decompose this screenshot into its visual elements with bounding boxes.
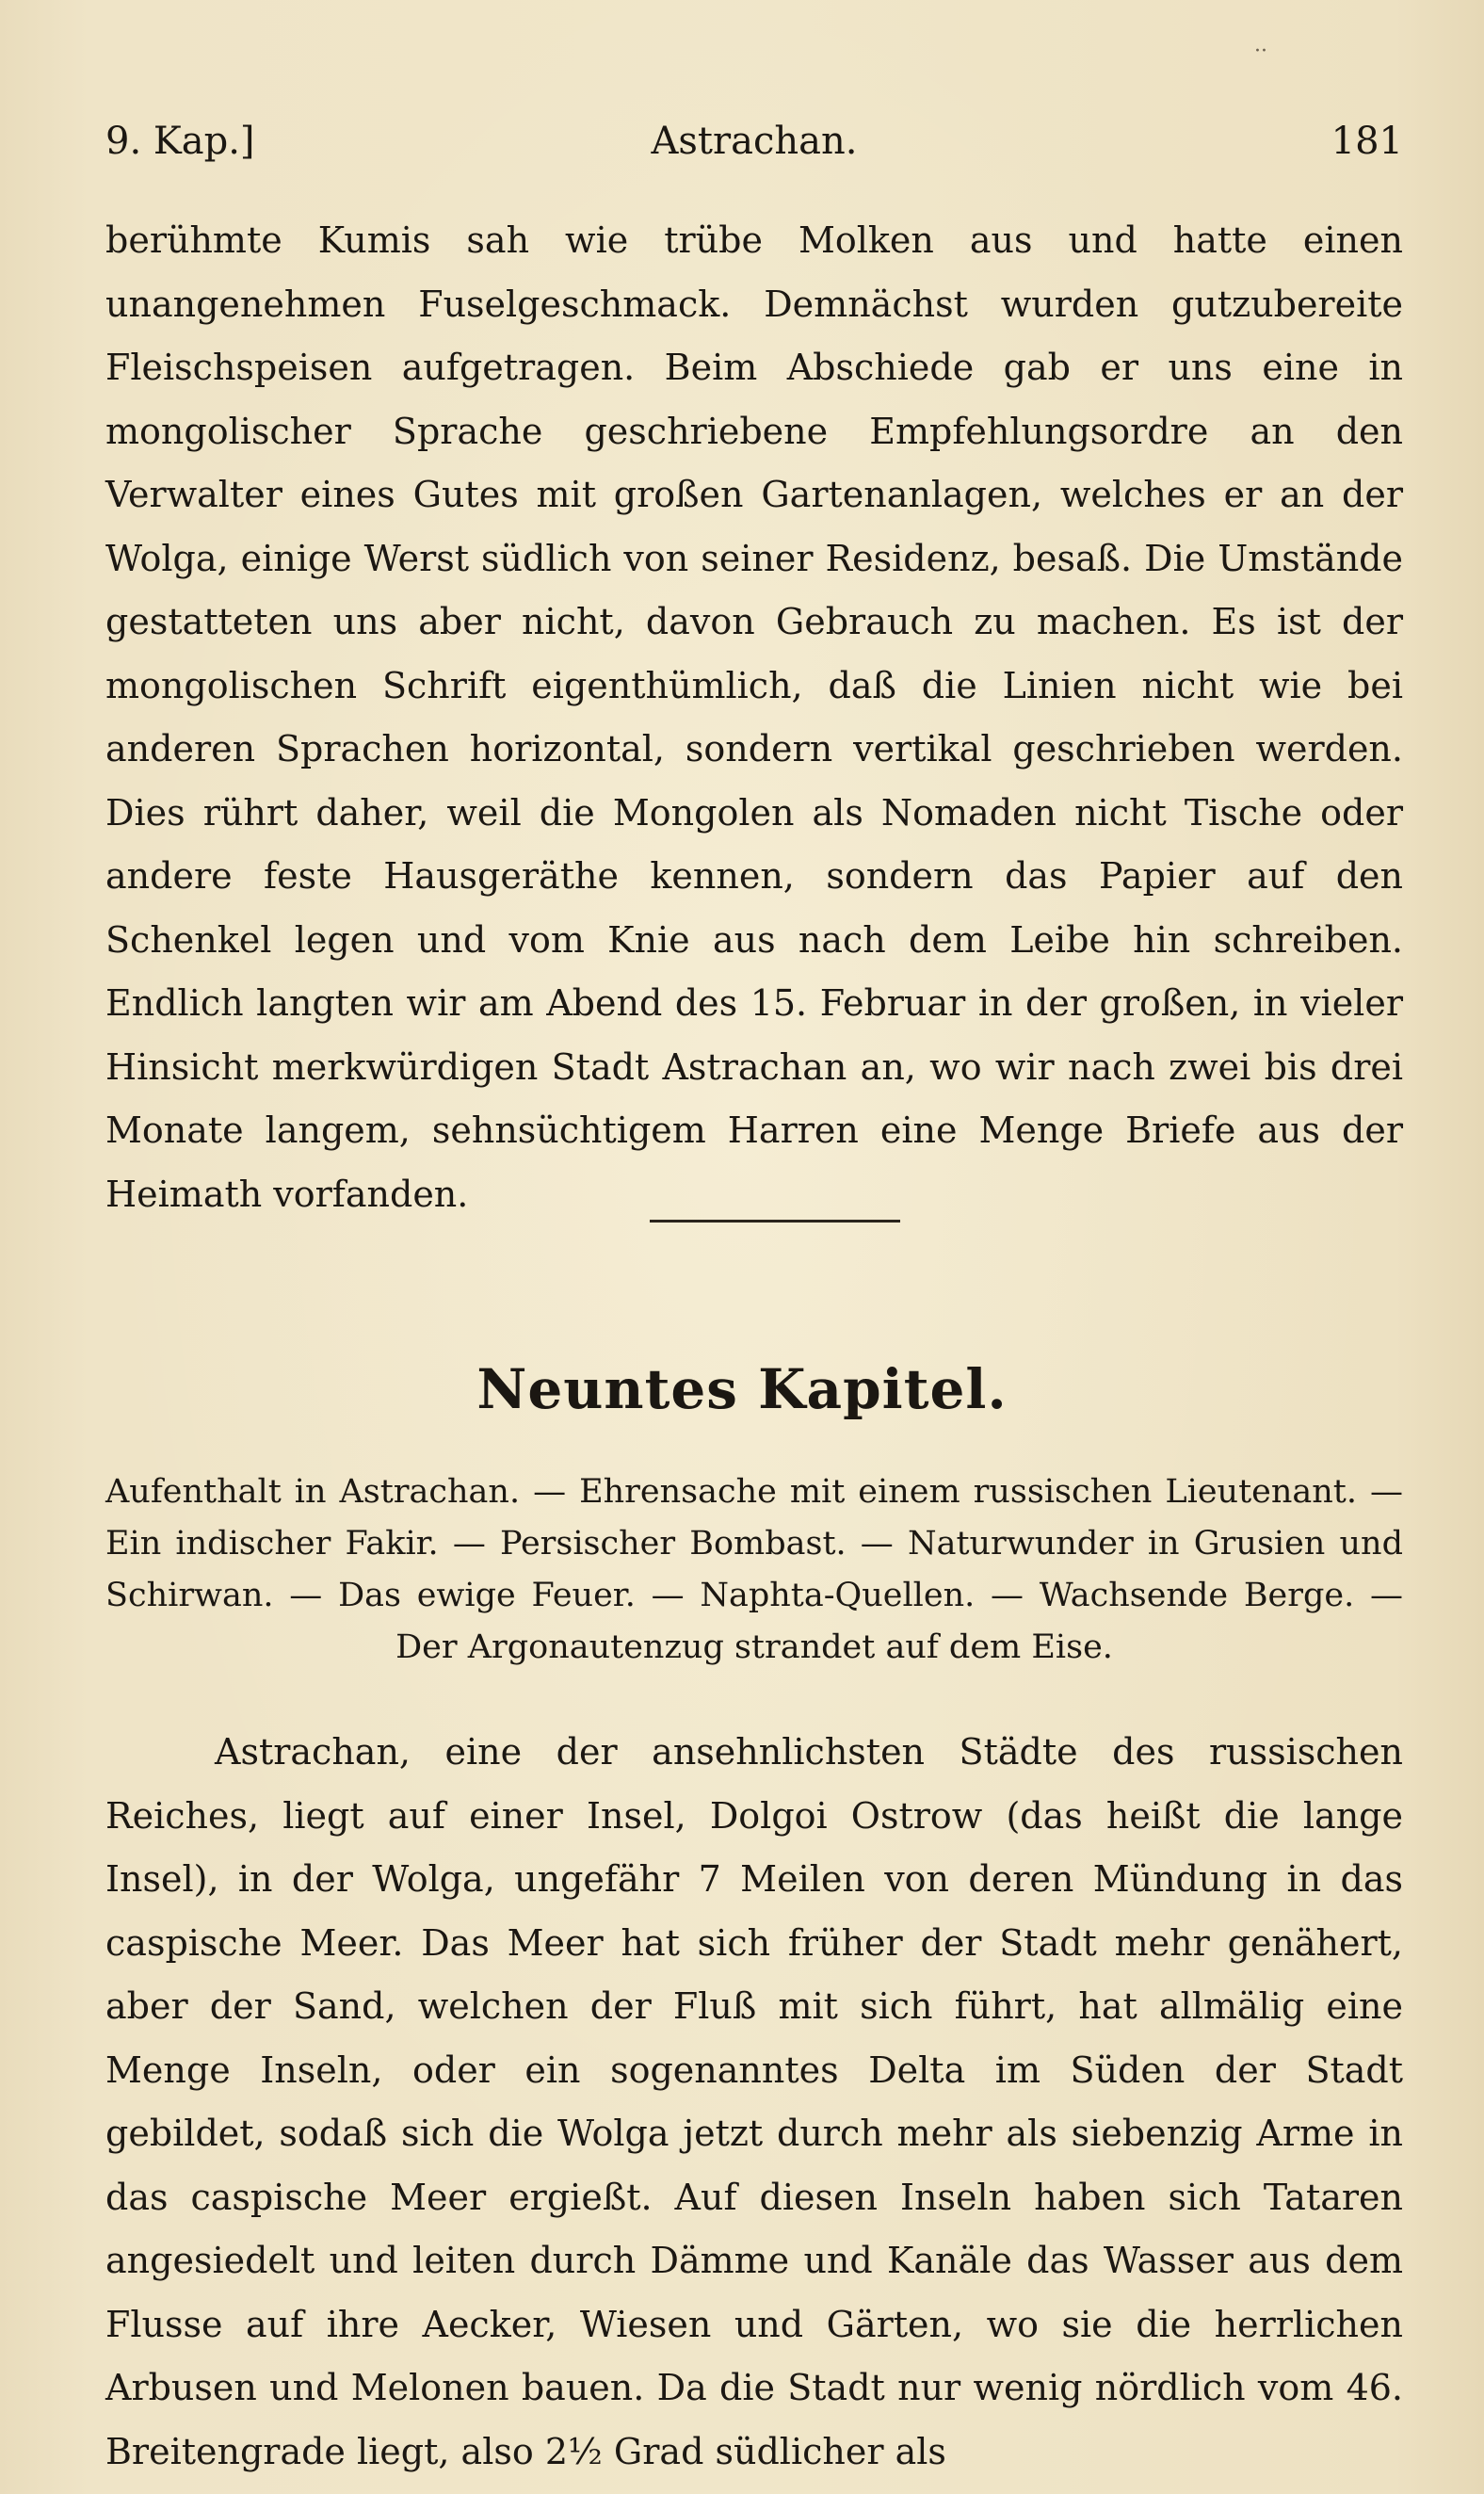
paragraph-continuation: berühmte Kumis sah wie trübe Molken aus und hatte einen unangenehmen Fuselgeschmack. Demnächst wurden gutzubereite Fleischspeisen aufgetragen. Beim Abschiede gab er uns eine in mongolischer Sprache geschriebene Empfehlungsordre an den Verwalter eines Gutes mit großen Gartenanlagen, welches er an der Wolga, einige Werst südlich von seiner Residenz, besaß. Die Umstände gestatteten uns aber nicht, davon Gebrauch zu machen. Es ist der mongolischen Schrift eigenthümlich, daß die Linien nicht wie bei anderen Sprachen horizontal, sondern vertikal geschrieben werden. Dies rührt daher, weil die Mongolen als Nomaden nicht Tische oder andere feste Hausgeräthe kennen, sondern das Papier auf den Schenkel legen und vom Knie aus nach dem Leibe hin schreiben. Endlich langten wir am Abend des 15. Februar in der großen, in vieler Hinsicht merkwürdigen Stadt Astrachan an, wo wir nach zwei bis drei Monate langem, sehnsüchtigem Harren eine Menge Briefe aus der Heimath vorfanden. (105, 219, 1403, 1215)
page-speck: ·· (1254, 40, 1267, 63)
chapter-title: Neuntes Kapitel. (476, 1357, 1008, 1421)
running-header (105, 113, 1403, 170)
chapter-summary: Aufenthalt in Astrachan. — Ehrensache mit einem russischen Lieutenant. — Ein indischer Fakir. — Persischer Bombast. — Naturwunder in Grusien und Schirwan. — Das ewige Feuer. — Naphta-Quellen. — Wachsende Berge. — Der Argonautenzug strandet auf dem Eise. (105, 1473, 1403, 1666)
chapter-reference: 9. Kap.] (105, 120, 255, 163)
paragraph-chapter-opening: Astrachan, eine der ansehnlichsten Städte des russischen Reiches, liegt auf einer Insel, Dolgoi Ostrow (das heißt die lange Insel), in der Wolga, ungefähr 7 Meilen von deren Mündung in das caspische Meer. Das Meer hat sich früher der Stadt mehr genähert, aber der Sand, welchen der Fluß mit sich führt, hat allmälig eine Menge Inseln, oder ein sogenanntes Delta im Süden der Stadt gebildet, sodaß sich die Wolga jetzt durch mehr als siebenzig Arme in das caspische Meer ergießt. Auf diesen Inseln haben sich Tataren angesiedelt und leiten durch Dämme und Kanäle das Wasser aus dem Flusse auf ihre Aecker, Wiesen und Gärten, wo sie die herrlichen Arbusen und Melonen bauen. Da die Stadt nur wenig nördlich vom 46. Breitengrade liegt, also 2½ Grad südlicher als (105, 1731, 1403, 2472)
page-number: 181 (1331, 120, 1403, 163)
section-divider (650, 1220, 900, 1223)
running-title: Astrachan. (651, 120, 858, 163)
